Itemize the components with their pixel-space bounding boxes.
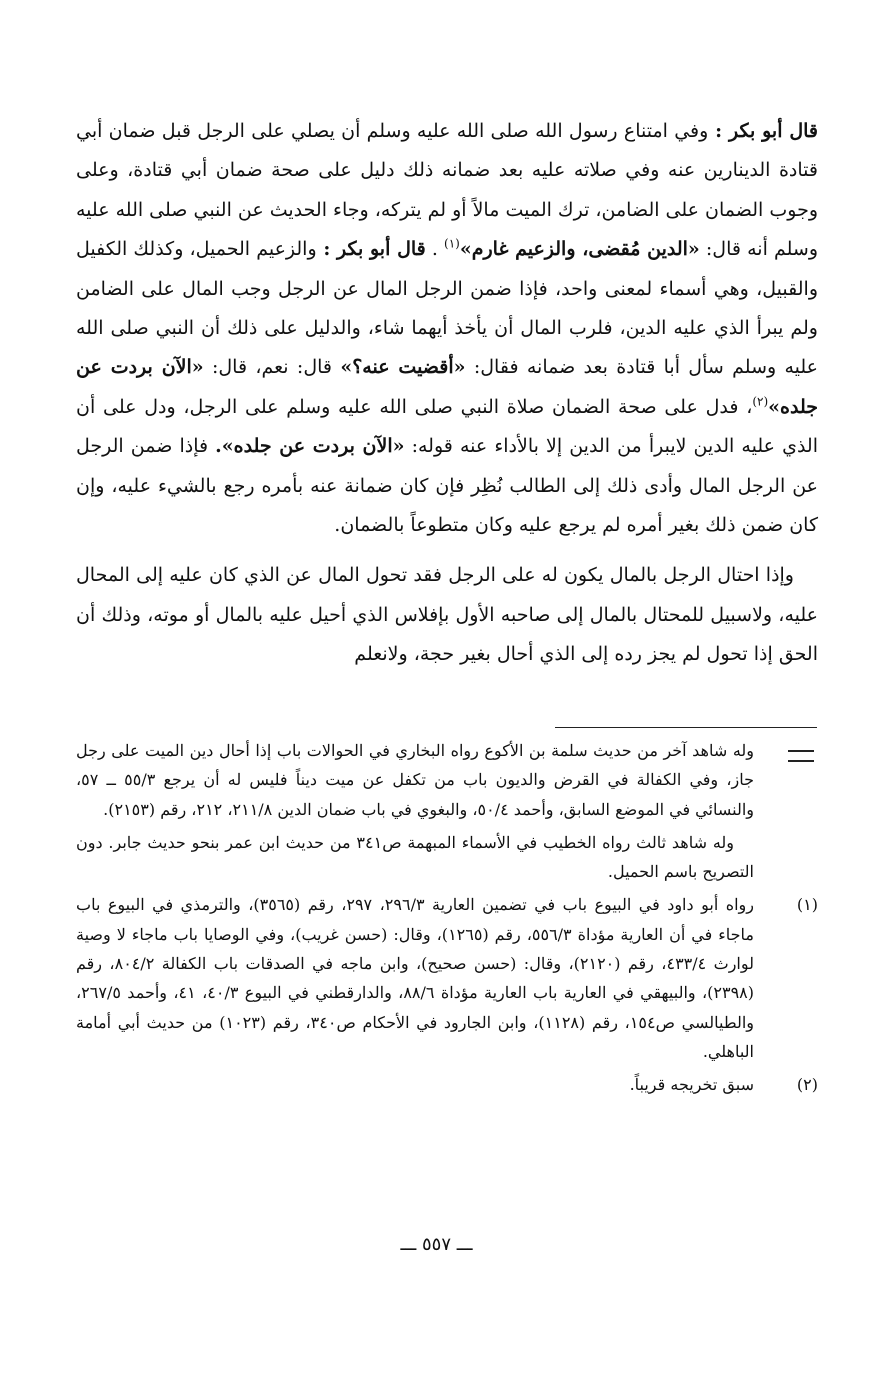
page-number: ـــ ٥٥٧ ـــ — [400, 1234, 473, 1255]
footnote-text: وله شاهد ثالث رواه الخطيب في الأسماء المبهمة ص٣٤١ من حديث ابن عمر بنحو حديث جابر. دون التصريح باسم الحميل. — [76, 832, 754, 882]
continuation-mark-icon — [788, 750, 814, 762]
main-text — [76, 112, 818, 675]
paragraph-text: قال: نعم، قال: — [203, 356, 341, 379]
paragraph-text: وفي امتناع رسول الله صلى الله عليه وسلم أن يصلي على الرجل قبل ضمان أبي قتادة الدينارين عنه وفي صلاته عليه بعد ضمانه ذلك دليل على صحة ضمان أبي قتادة، وعلى وجوب الضمان على الضامن، ترك الميت مالاً أو لم يتركه، وجاء الحديث عن النبي صلى الله عليه وسلم أنه قال: — [76, 120, 819, 261]
paragraph-1 — [76, 112, 818, 545]
footnote-continuation-2 — [76, 828, 818, 887]
footnote-number: (٢) — [796, 1075, 818, 1095]
author-label: قال أبو بكر : — [708, 120, 819, 142]
author-label: قال أبو بكر : — [316, 238, 426, 261]
paragraph-text: والزعيم الحميل، وكذلك الكفيل والقبيل، وهي أسماء لمعنى واحد، فإذا ضمن الرجل المال عن الرجل وجب المال على الضامن ولم يبرأ الذي عليه الدين، فلرب المال أن يأخذ أيهما شاء، والدليل على ذلك أن النبي صلى الله عليه وسلم سأل أبا قتادة بعد ضمانه فقال: — [76, 238, 819, 379]
footnote-1 — [76, 890, 818, 1066]
hadith-quote: «الآن بردت عن جلده» — [76, 356, 818, 418]
hadith-quote: «أقضيت عنه؟» — [340, 356, 466, 379]
paragraph-text: فإذا ضمن الرجل عن الرجل المال وأدى ذلك إلى الطالب نُظِر فإن كان ضمانة عنه بأمره رجع بالشيء عليه، وإن كان ضمن ذلك بغير أمره لم يرجع عليه وكان متطوعاً بالضمان. — [76, 435, 818, 537]
footnote-text: وله شاهد آخر من حديث سلمة بن الأكوع رواه البخاري في الحوالات باب إذا أحال دين الميت على رجل جاز، وفي الكفالة في القرض والديون باب من تكفل عن ميت ديناً فليس له أن يرجع ٥٥/٣ ــ ٥٧، والنسائي في الموضع السابق، وأحمد ٥٠/٤، والبغوي في باب ضمان الدين ٢١١/٨، ٢١٢، رقم (٢١٥٣). — [76, 741, 755, 819]
footnote-ref-1[interactable]: (١) — [444, 236, 460, 251]
paragraph-2: وإذا احتال الرجل بالمال يكون له على الرجل فقد تحول المال عن الذي كان عليه إلى المحال عليه، ولاسبيل للمحتال بالمال إلى صاحبه الأول بإفلاس الذي أحيل عليه بالمال أو موته، وذلك أن الحق إذا تحول لم يجز رده إلى الذي أحال بغير حجة، ولانعلم — [76, 564, 818, 666]
footnote-number: (١) — [796, 895, 818, 915]
footnote-divider — [555, 727, 817, 728]
footnotes — [76, 736, 818, 1100]
footnote-continuation — [76, 736, 818, 824]
footnote-ref-2[interactable]: (٢) — [752, 394, 769, 409]
paragraph-text: ، فدل على صحة الضمان صلاة النبي صلى الله عليه وسلم على الرجل، ودل على أن الذي عليه الدين لايبرأ من الدين إلا بالأداء عنه قوله: — [76, 395, 818, 458]
footnote-text: رواه أبو داود في البيوع باب في تضمين العارية ٢٩٦/٣، ٢٩٧، رقم (٣٥٦٥)، والترمذي في البيوع باب ماجاء في أن العارية مؤداة ٥٥٦/٣، رقم (١٢٦٥)، وقال: (حسن غريب)، وفي الوصايا باب ماجاء لا وصية لوارث ٤٣٣/٤، رقم (٢١٢٠)، وقال: (حسن صحيح)، وابن ماجه في الصدقات باب الكفالة ٨٠٤/٢، رقم (٢٣٩٨)، والبيهقي في العارية باب العارية مؤداة ٨٨/٦، والدارقطني في البيوع ٤٠/٣، ٤١، وأحمد ٢٦٧/٥، والطيالسي ص١٥٤، رقم (١١٢٨)، وابن الجارود في الأحكام ص٣٤٠، رقم (١٠٢٣) من حديث أبي أمامة الباهلي. — [76, 895, 755, 1061]
paragraph-text: . — [425, 238, 445, 261]
footnote-2 — [76, 1070, 818, 1099]
hadith-quote: «الدين مُقضى، والزعيم غارم» — [459, 238, 700, 261]
footnote-text: سبق تخريجه قريباً. — [629, 1075, 754, 1095]
hadith-quote: «الآن بردت عن جلده». — [215, 435, 405, 458]
